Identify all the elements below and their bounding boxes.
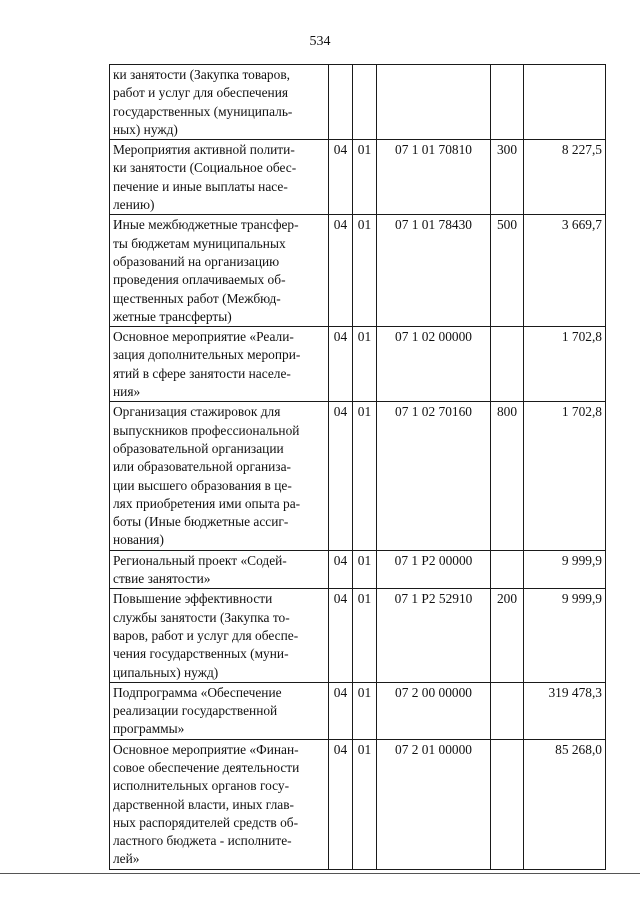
section-code-cell: 04 [329, 402, 353, 550]
table-row [110, 739, 606, 869]
row-name-line: ки занятости (Закупка товаров, [113, 67, 290, 82]
row-name-cell [110, 327, 329, 402]
row-name-line: зация дополнительных меропри- [113, 347, 301, 363]
table-row [110, 589, 606, 682]
row-name-cell [110, 65, 329, 140]
amount-cell: 9 999,9 [524, 550, 606, 589]
row-name-line: Мероприятия активной полити- [113, 142, 295, 158]
subsection-code-cell: 01 [353, 739, 377, 869]
footer-rule [0, 873, 640, 874]
subsection-code-cell: 01 [353, 550, 377, 589]
row-name-line: чения государственных (муни- [113, 646, 289, 662]
amount-cell: 8 227,5 [524, 140, 606, 215]
row-name-cell [110, 215, 329, 327]
section-code-cell [329, 65, 353, 140]
subsection-code-cell: 01 [353, 140, 377, 215]
target-article-cell: 07 2 01 00000 [377, 739, 491, 869]
row-name-line: ки занятости (Социальное обес- [113, 160, 297, 176]
table-row [110, 550, 606, 589]
target-article-cell: 07 1 02 70160 [377, 402, 491, 550]
page-number: 534 [309, 34, 331, 49]
row-name-cell [110, 739, 329, 869]
expense-type-cell [491, 682, 524, 739]
section-code-cell: 04 [329, 215, 353, 327]
row-name-line: программы» [113, 721, 185, 737]
expense-type-cell [491, 65, 524, 140]
row-name-line: жетные трансферты) [113, 308, 232, 324]
row-name-line: ции высшего образования в це- [113, 477, 292, 493]
subsection-code-cell: 01 [353, 327, 377, 402]
target-article-cell: 07 1 P2 00000 [377, 550, 491, 589]
row-name-line: дарственной власти, иных глав- [113, 796, 294, 812]
section-code-cell: 04 [329, 550, 353, 589]
amount-cell: 85 268,0 [524, 739, 606, 869]
target-article-cell: 07 1 01 70810 [377, 140, 491, 215]
amount-cell: 319 478,3 [524, 682, 606, 739]
table-row [110, 402, 606, 550]
row-name-line: Подпрограмма «Обеспечение [113, 684, 282, 700]
row-name-line: боты (Иные бюджетные ассиг- [113, 514, 289, 530]
row-name-line: лей» [113, 851, 140, 867]
row-name-line: варов, работ и услуг для обеспе- [113, 627, 299, 643]
row-name-line: ния» [113, 384, 141, 400]
row-name-line: Организация стажировок для [113, 404, 281, 420]
target-article-cell: 07 1 P2 52910 [377, 589, 491, 682]
row-name-cell [110, 589, 329, 682]
amount-cell [524, 65, 606, 140]
table-row [110, 65, 606, 140]
row-name-line: государственных (муниципаль- [113, 103, 293, 119]
row-name-line: печение и иные выплаты насе- [113, 178, 288, 194]
section-code-cell: 04 [329, 739, 353, 869]
row-name-line: лях приобретения ими опыта ра- [113, 495, 301, 511]
section-code-cell: 04 [329, 589, 353, 682]
subsection-code-cell: 01 [353, 215, 377, 327]
row-name-line: ты бюджетам муниципальных [113, 235, 286, 251]
table-row [110, 140, 606, 215]
table-row [110, 327, 606, 402]
row-name-cell [110, 550, 329, 589]
row-name-line: Основное мероприятие «Реали- [113, 329, 294, 345]
row-name-line: Повышение эффективности [113, 591, 273, 607]
row-name-line: щественных работ (Межбюд- [113, 290, 281, 306]
subsection-code-cell: 01 [353, 682, 377, 739]
row-name-line: Основное мероприятие «Финан- [113, 741, 299, 757]
target-article-cell: 07 1 01 78430 [377, 215, 491, 327]
expense-type-cell: 800 [491, 402, 524, 550]
table-body [110, 65, 606, 870]
amount-cell: 1 702,8 [524, 402, 606, 550]
table-row [110, 682, 606, 739]
row-name-cell [110, 682, 329, 739]
row-name-line: реализации государственной [113, 703, 278, 719]
row-name-line: работ и услуг для обеспечения [113, 85, 289, 101]
row-name-line: Иные межбюджетные трансфер- [113, 217, 299, 233]
amount-cell: 3 669,7 [524, 215, 606, 327]
row-name-cell [110, 140, 329, 215]
target-article-cell: 07 1 02 00000 [377, 327, 491, 402]
row-name-line: или образовательной организа- [113, 459, 291, 475]
row-name-line: ластного бюджета - исполните- [113, 833, 292, 849]
expense-type-cell [491, 327, 524, 402]
budget-table [109, 64, 606, 870]
row-name-line: лению) [113, 197, 155, 213]
row-name-line: исполнительных органов госу- [113, 778, 290, 794]
target-article-cell [377, 65, 491, 140]
row-name-line: ных) нужд) [113, 121, 178, 137]
section-code-cell: 04 [329, 682, 353, 739]
row-name-line: ятий в сфере занятости населе- [113, 365, 291, 381]
row-name-line: выпускников профессиональной [113, 422, 300, 438]
expense-type-cell [491, 739, 524, 869]
row-name-line: ципальных) нужд) [113, 664, 219, 680]
amount-cell: 1 702,8 [524, 327, 606, 402]
row-name-line: службы занятости (Закупка то- [113, 609, 290, 625]
row-name-line: Региональный проект «Содей- [113, 552, 287, 568]
subsection-code-cell: 01 [353, 402, 377, 550]
target-article-cell: 07 2 00 00000 [377, 682, 491, 739]
table-row [110, 215, 606, 327]
row-name-line: совое обеспечение деятельности [113, 759, 300, 775]
section-code-cell: 04 [329, 140, 353, 215]
row-name-line: образований на организацию [113, 253, 280, 269]
row-name-cell [110, 402, 329, 550]
row-name-line: ных распорядителей средств об- [113, 814, 299, 830]
row-name-line: нования) [113, 532, 164, 548]
subsection-code-cell: 01 [353, 589, 377, 682]
section-code-cell: 04 [329, 327, 353, 402]
expense-type-cell: 300 [491, 140, 524, 215]
expense-type-cell: 500 [491, 215, 524, 327]
expense-type-cell: 200 [491, 589, 524, 682]
expense-type-cell [491, 550, 524, 589]
subsection-code-cell [353, 65, 377, 140]
row-name-line: проведения оплачиваемых об- [113, 272, 286, 288]
amount-cell: 9 999,9 [524, 589, 606, 682]
row-name-line: образовательной организации [113, 440, 284, 456]
row-name-line: ствие занятости» [113, 571, 211, 587]
